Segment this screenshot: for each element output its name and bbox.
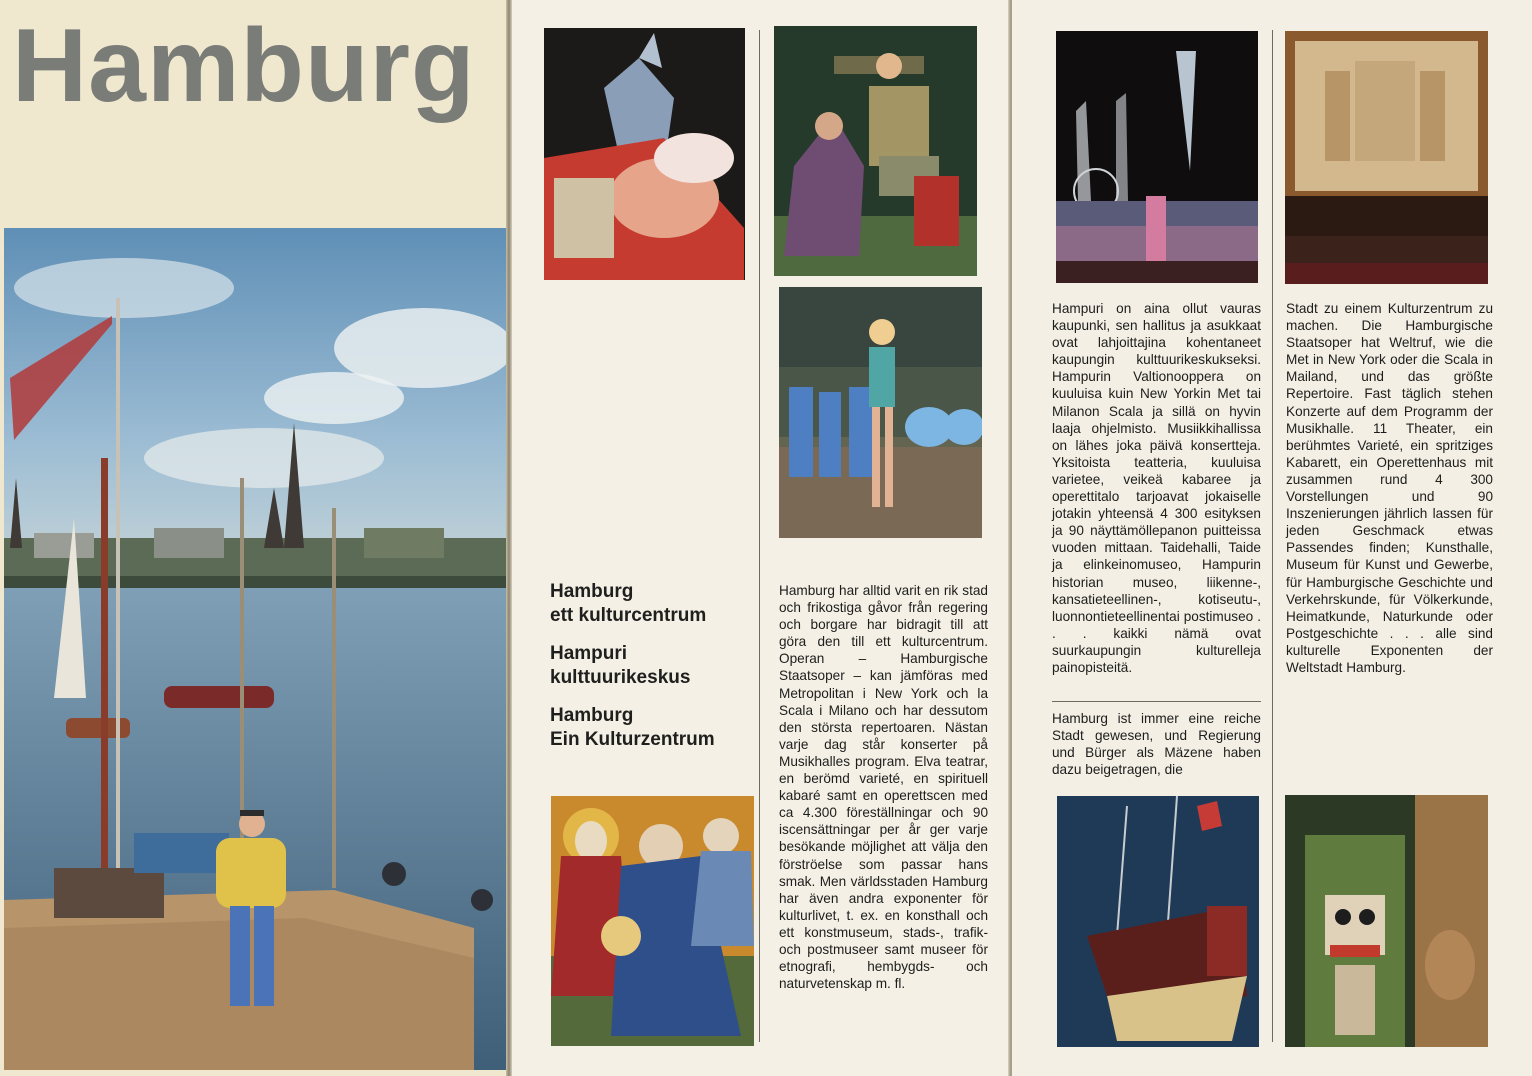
column-rule-middle: [759, 30, 760, 1042]
heading-swedish-line2: ett kulturcentrum: [550, 605, 707, 626]
heading-finnish: [550, 642, 690, 690]
heading-german-line1: Hamburg: [550, 705, 634, 726]
heading-german: [550, 704, 715, 752]
photo-medieval-painting: [551, 796, 754, 1046]
heading-swedish-line1: Hamburg: [550, 581, 634, 602]
heading-german-line2: Ein Kulturzentrum: [550, 729, 715, 750]
cover-title: Hamburg: [12, 8, 476, 124]
heading-finnish-line1: Hampuri: [550, 643, 628, 664]
photo-opera-stage: [1056, 31, 1258, 283]
column-rule-right: [1272, 30, 1273, 1042]
text-swedish: Hamburg har alltid varit en rik stad och frikostiga gåvor från regering och borgare har bidragit till att göra den till ett kulturcentrum. Operan – Hamburgische Staatsoper – kan jämföras med Metropolitan i New York och la Scala i Milano och har dessutom den största repertoaren. Nästan varje dag står konserter på Musikhalles program. Elva teatrar, en berömd varieté, en spirituell kabaré samt en operettscen med ca 4.300 föreställningar och 90 iscensättningar per år ger varje besökande möjlighet att välja den förströelse som passar hans smak. Men världsstaden Hamburg har även andra exponenter för kulturlivet, t. ex. en konsthall och ett konstmuseum, stads-, trafik- och postmuseer samt museer för etnografi, hembygds- och naturvetenskap m. fl.: [779, 583, 988, 992]
text-german-continued: Stadt zu einem Kulturzentrum zu machen. Die Hamburgische Staatsoper hat Weltruf, wie die Met in New York oder die Scala in Mailand, und das größte Repertoire. Fast täglich stehen Konzerte auf dem Programm der Musikhalle. 11 Theater, ein berühmtes Varieté, ein spritziges Kabarett, ein Operettenhaus mit zusammen rund 4 300 Vorstellungen und 90 Inszenierungen jährlich lassen für jeden Geschmack etwas Passendes finden; Kunsthalle, Museum für Kunst und Gewerbe, für Hamburgische Geschichte und Verkehrskunde, für Völkerkunde, Heimatkunde, Naturkunde oder Postgeschichte . . . alle sind kulturelle Exponenten der Weltstadt Hamburg.: [1286, 301, 1493, 675]
photo-concert-hall-organ: [1285, 31, 1488, 284]
heading-swedish: [550, 580, 706, 628]
cover-panel: [0, 0, 512, 1076]
photo-theatre-donkey-scene: [544, 28, 745, 280]
cover-photo-alster-harbour: [4, 228, 510, 1070]
heading-finnish-line2: kulttuurikeskus: [550, 667, 691, 688]
photo-ship-model: [1057, 796, 1259, 1047]
photo-revue-dancers: [779, 287, 982, 538]
photo-theatre-seated-couple: [774, 26, 977, 276]
text-german-start: Hamburg ist immer eine reiche Stadt gewesen, und Regierung und Bürger als Mäzene haben dazu beigetragen, die: [1052, 711, 1261, 778]
text-finnish: Hampuri on aina ollut vauras kaupunki, sen hallitus ja asukkaat ovat lahjoittajina kohentaneet kaupungin kulttuurikeskukseksi. Hampurin Valtionooppera on kuuluisa kuin New Yorkin Met tai Milanon Scala ja sillä on hyvin laaja ohjelmisto. Musiikkihallissa on lähes joka päivä konsertteja. Yksitoista teatteria, kuuluisa varietee, veikeä kabaree ja operettitalo tarjoavat jokaiselle jotakin yhteensä 4 300 esityksen ja 90 näyttämöllepanon puitteissa vuoden mittaan. Taidehalli, Taide ja elinkeinomuseo, Hampurin historian museo, liikenne-, kansatieteellinen-, kotiseutu-, luonnontieteellinentai postimuseo . . . kaikki nämä ovat suurkaupungin kulturelleja painopisteitä.: [1052, 301, 1261, 675]
text-separator: [1052, 701, 1261, 702]
photo-ethnographic-totem: [1285, 795, 1488, 1047]
